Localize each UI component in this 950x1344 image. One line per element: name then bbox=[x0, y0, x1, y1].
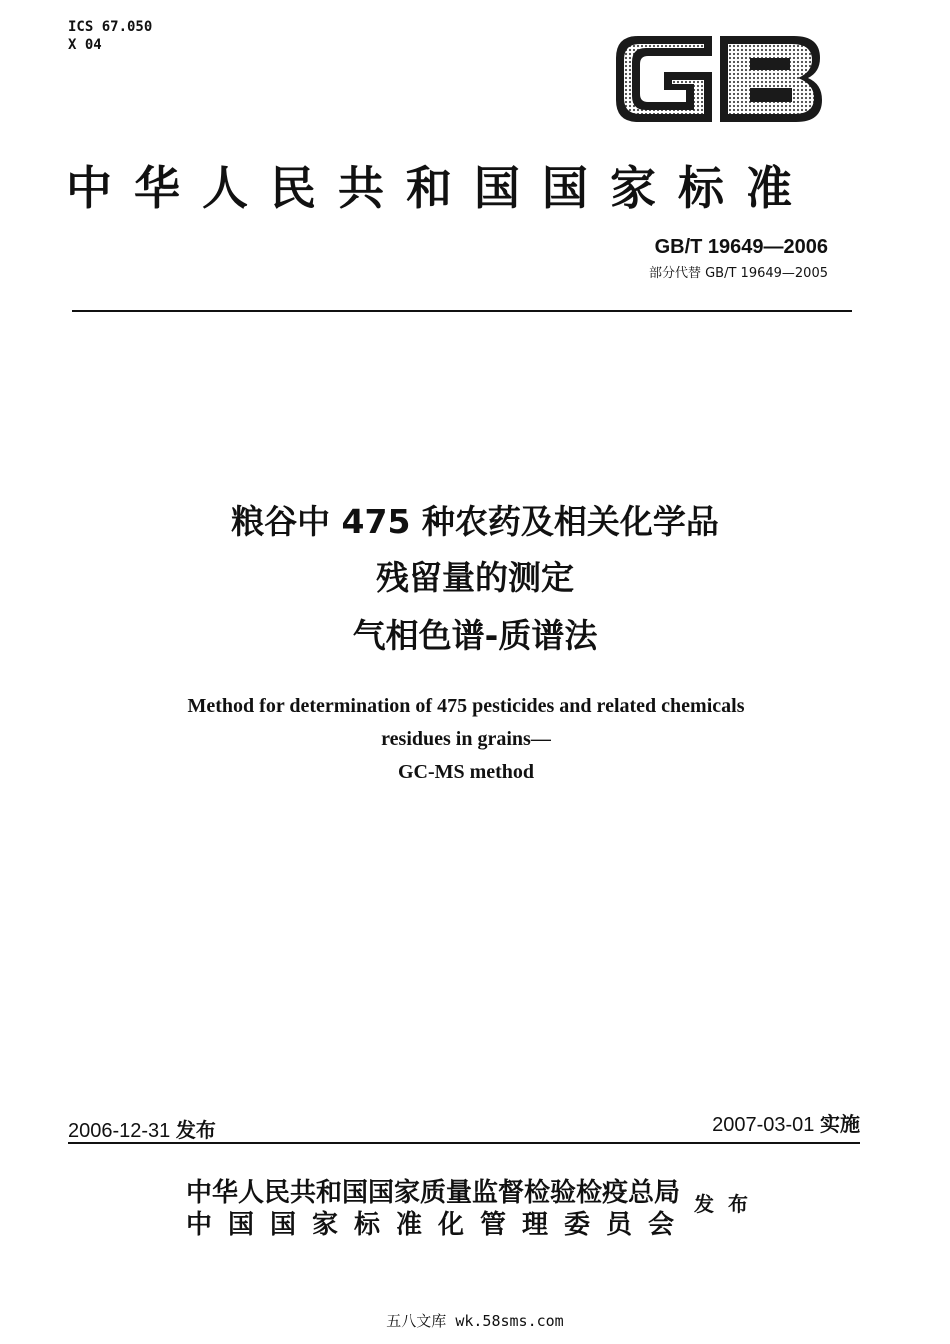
issue-date-label: 发布 bbox=[175, 1118, 216, 1142]
classification-codes bbox=[68, 18, 152, 54]
issue-verb: 发布 bbox=[694, 1192, 762, 1216]
standard-code: GB/T 19649—2006 bbox=[654, 236, 828, 258]
watermark: 五八文库 wk.58sms.com bbox=[386, 1312, 564, 1330]
issue-date-value: 2006-12-31 bbox=[68, 1120, 171, 1142]
chinese-title-line-2: 残留量的测定 bbox=[376, 558, 574, 597]
gb-logo-icon bbox=[608, 28, 830, 128]
issuer-sac: 中国国家标准化管理委员会 bbox=[186, 1210, 691, 1240]
gb-standard-logo bbox=[608, 28, 830, 128]
chinese-title-line-3: 气相色谱-质谱法 bbox=[352, 616, 598, 655]
ics-code: ICS 67.050 bbox=[68, 19, 153, 35]
english-title-line-1: Method for determination of 475 pesticides and related chemicals bbox=[187, 695, 745, 717]
chinese-title-line-1: 粮谷中 475 种农药及相关化学品 bbox=[231, 502, 719, 541]
implementation-date-label: 实施 bbox=[820, 1112, 860, 1136]
header-divider bbox=[72, 310, 852, 312]
implementation-date-value: 2007-03-01 bbox=[712, 1114, 815, 1136]
english-title-line-3: GC-MS method bbox=[397, 761, 535, 783]
ccs-code: X 04 bbox=[68, 37, 102, 53]
english-title-line-2: residues in grains— bbox=[381, 728, 551, 750]
replaces-note: 部分代替 GB/T 19649—2005 bbox=[648, 266, 828, 281]
national-standard-title: 中华人民共和国国家标准 bbox=[66, 161, 814, 215]
issue-date bbox=[68, 1114, 216, 1143]
issuer-aqsiq: 中华人民共和国国家质量监督检验检疫总局 bbox=[186, 1178, 681, 1208]
footer-divider bbox=[68, 1142, 860, 1144]
implementation-date bbox=[712, 1108, 860, 1137]
